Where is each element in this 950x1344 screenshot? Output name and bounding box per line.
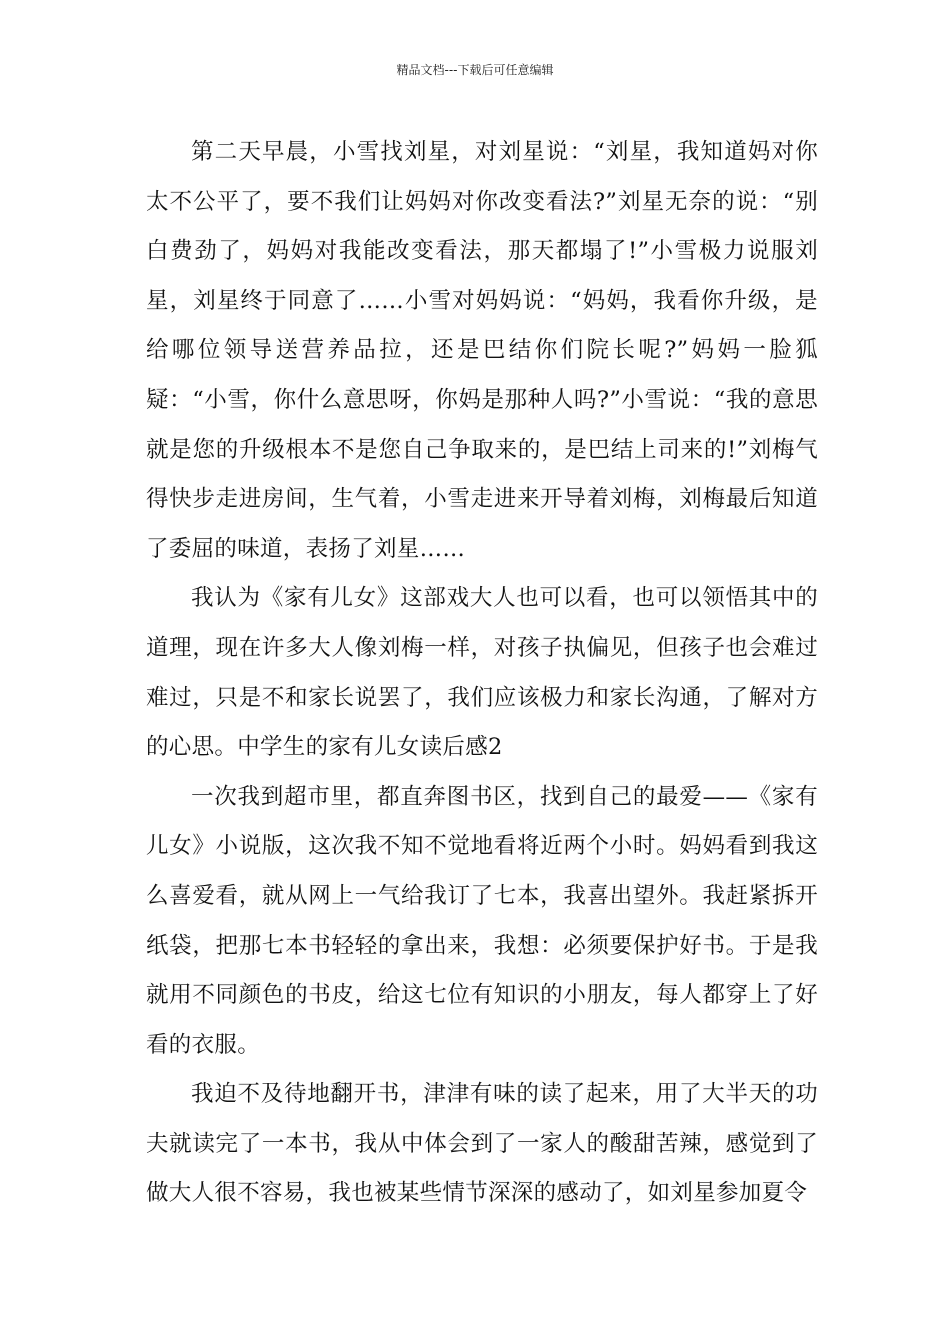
paragraph: 我认为《家有儿女》这部戏大人也可以看，也可以领悟其中的道理，现在许多大人像刘梅一样，对孩子执偏见，但孩子也会难过难过，只是不和家长说罢了，我们应该极力和家长沟通，了解对方的心思。中学生的家有儿女读后感2 [146, 585, 818, 761]
document-body [146, 128, 818, 1219]
page-header: 精品文档---下载后可任意编辑 [396, 63, 554, 77]
paragraph: 我迫不及待地翻开书，津津有味的读了起来，用了大半天的功夫就读完了一本书，我从中体会到了一家人的酸甜苦辣，感觉到了做大人很不容易，我也被某些情节深深的感动了，如刘星参加夏令 [146, 1081, 818, 1207]
paragraph: 第二天早晨，小雪找刘星，对刘星说：“刘星，我知道妈对你太不公平了，要不我们让妈妈对你改变看法?”刘星无奈的说：“别白费劲了，妈妈对我能改变看法，那天都塌了!”小雪极力说服刘星，刘星终于同意了……小雪对妈妈说：“妈妈，我看你升级，是给哪位领导送营养品拉，还是巴结你们院长呢?”妈妈一脸狐疑：“小雪，你什么意思呀，你妈是那种人吗?”小雪说：“我的意思就是您的升级根本不是您自己争取来的，是巴结上司来的!”刘梅气得快步走进房间，生气着，小雪走进来开导着刘梅，刘梅最后知道了委屈的味道，表扬了刘星…… [146, 139, 818, 562]
paragraph: 一次我到超市里，都直奔图书区，找到自己的最爱——《家有儿女》小说版，这次我不知不觉地看将近两个小时。妈妈看到我这么喜爱看，就从网上一气给我订了七本，我喜出望外。我赶紧拆开纸袋，把那七本书轻轻的拿出来，我想：必须要保护好书。于是我就用不同颜色的书皮，给这七位有知识的小朋友，每人都穿上了好看的衣服。 [146, 783, 818, 1058]
